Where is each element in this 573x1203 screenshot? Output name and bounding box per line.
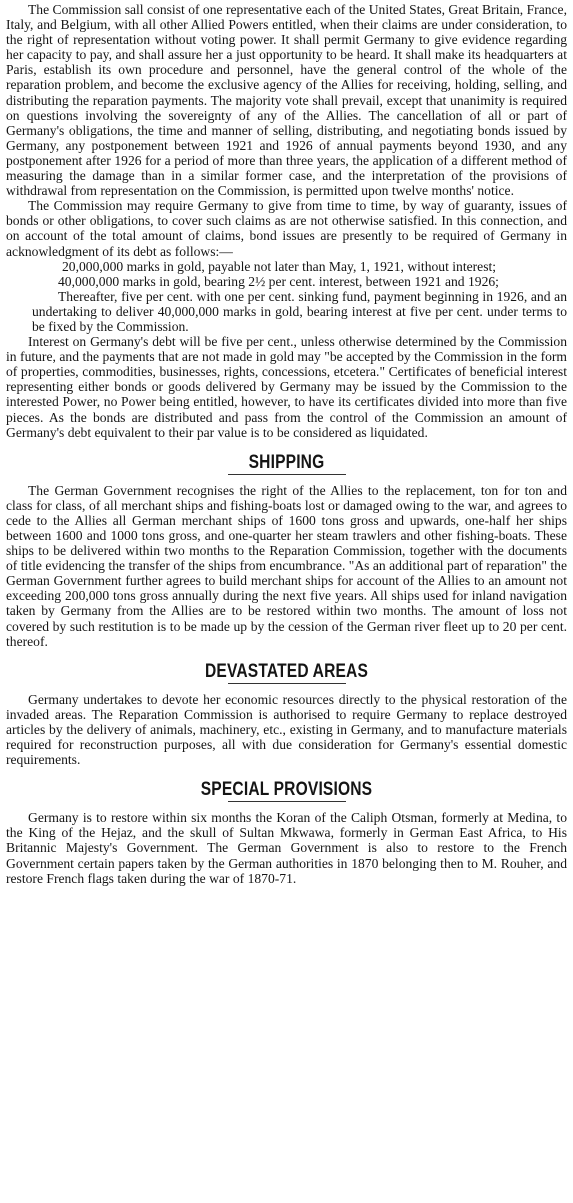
- bond-item-40m: 40,000,000 marks in gold, bearing 2½ per cent. interest, between 1921 and 1926;: [58, 273, 499, 289]
- devastated-areas-heading: DEVASTATED AREAS: [204, 660, 369, 682]
- shipping-paragraph: The German Government recognises the right of the Allies to the replacement, ton for ton and class for class, of all merchant ships and fishing-boats lost or damaged owing to the war, and agrees to cede to the Allies all German merchant ships of 1600 tons gross and upwards, one-half her ships between 1600 and 1000 tons gross, and one-quarter her steam trawlers and other fishing-boats. These ships to be delivered within two months to the Reparation Commission, together with the documents of title evidencing the transfer of the ships from encumbrance. "As an additional part of reparation" the German Government further agrees to build merchant ships for account of the Allies to an amount not exceeding 200,000 tons gross annually during the next five years. All ships used for inland navigation taken by Germany from the Allies are to be restored within two months. The amount of loss not covered by such restitution is to be made up by the cession of the German river fleet up to 20 per cent. thereof.: [6, 482, 567, 649]
- special-provisions-paragraph: Germany is to restore within six months the Koran of the Caliph Otsman, formerly at Medina, to the King of the Hejaz, and the skull of Sultan Mkwawa, formerly in German East Africa, to His Britannic Majesty's Government. The German Government is also to restore to the French Government certain papers taken by the German authorities in 1870 belonging then to M. Rouher, and restore French flags taken during the war of 1870-71.: [6, 810, 567, 886]
- bond-item-thereafter: Thereafter, five per cent. with one per cent. sinking fund, payment beginning in 1926, and an undertaking to deliver 40,000,000 marks in gold, bearing interest at five per cent. under terms to be fixed by the Commission.: [32, 288, 567, 334]
- commission-paragraph: The Commission sall consist of one representative each of the United States, Great Britain, France, Italy, and Belgium, with all other Allied Powers entitled, when their claims are under consideration, to the right of representation without voting power. It shall permit Germany to give evidence regarding her capacity to pay, and shall assure her a just opportunity to be heard. It shall make its headquarters at Paris, establish its own procedure and personnel, have the general control of the whole of the reparation problem, and become the exclusive agency of the Allies for receiving, holding, selling, and distributing the reparation payments. The majority vote shall prevail, except that unanimity is required on questions involving the sovereignty of any of the Allies. The cancellation of all or part of Germany's obligations, the time and manner of selling, distributing, and negotiating bonds issued by Germany, any postponement between 1921 and 1926 of annual payments beyond 1930, and any postponement after 1926 for a period of more than three years, the application of a different method of measuring the damage than in a similar former case, and the interpretation of the provisions of withdrawal from representation on the Commission, is permitted upon twelve months' notice.: [6, 2, 567, 199]
- special-provisions-heading: SPECIAL PROVISIONS: [200, 779, 373, 801]
- interest-paragraph: Interest on Germany's debt will be five per cent., unless otherwise determined by the Commission in future, and the payments that are not made in gold may "be accepted by the Commission in the form of properties, commodities, businesses, rights, concessions, etcetera." Certificates of beneficial interest representing either bonds or goods delivered by Germany may be issued by the Commission to the interested Power, no Power being entitled, however, to have its certificates divided into more than five pieces. As the bonds are distributed and pass from the control of the Commission an amount of Germany's debt equivalent to their par value is to be considered as liquidated.: [6, 334, 567, 440]
- bond-item-20m: 20,000,000 marks in gold, payable not later than May, 1, 1921, without interest;: [62, 258, 497, 274]
- devastated-areas-paragraph: Germany undertakes to devote her economic resources directly to the physical restoration of the invaded areas. The Reparation Commission is authorised to require Germany to replace destroyed articles by the delivery of animals, machinery, etc., existing in Germany, and to manufacture materials required for reconstruction purposes, all with due consideration for Germany's essential domestic requirements.: [6, 691, 567, 768]
- shipping-heading: SHIPPING: [248, 451, 325, 473]
- guaranty-paragraph: The Commission may require Germany to give from time to time, by way of guaranty, issues of bonds or other obligations, to cover such claims as are not otherwise satisfied. In this connection, and on account of the total amount of claims, bond issues are presently to be required of Germany in acknowledgment of its debt as follows:—: [6, 198, 567, 259]
